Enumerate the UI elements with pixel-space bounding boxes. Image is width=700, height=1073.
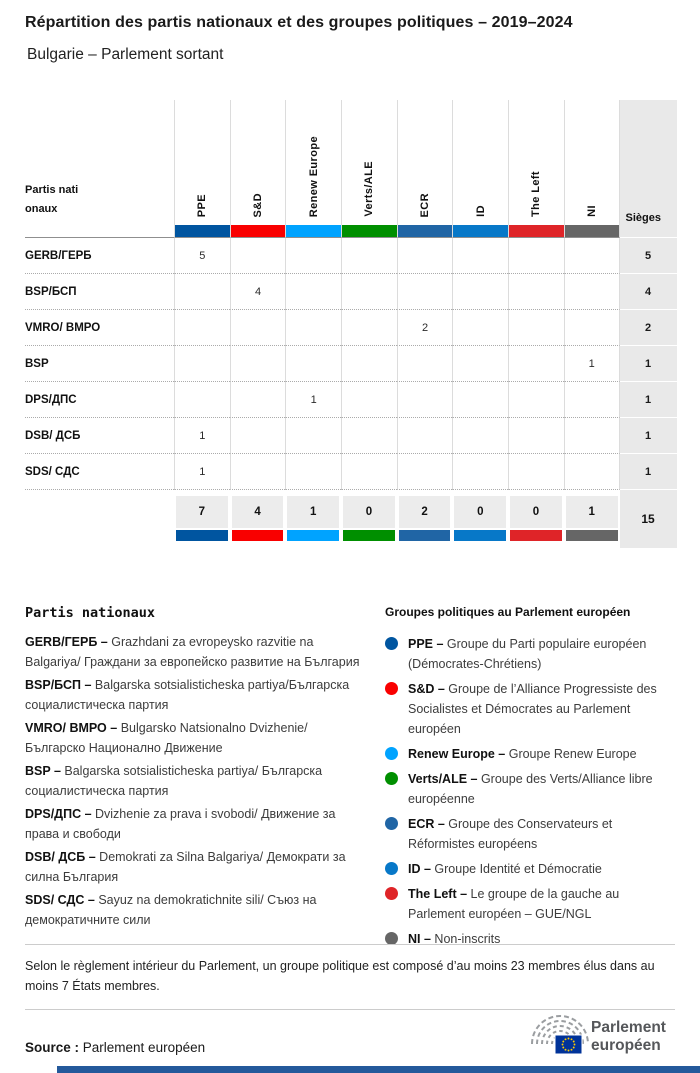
seat-cell	[508, 274, 564, 310]
seat-cell	[341, 274, 397, 310]
totals-cell	[341, 490, 397, 554]
sieges-label: Sièges	[625, 212, 661, 224]
seat-cell	[341, 382, 397, 418]
seat-cell	[230, 382, 286, 418]
party-name: SDS/ СДС	[25, 454, 174, 490]
party-name: DPS/ДПС	[25, 382, 174, 418]
source-line	[25, 1040, 205, 1055]
totals-spacer	[25, 490, 174, 548]
seat-cell	[285, 274, 341, 310]
totals-cell	[508, 490, 564, 554]
totals-color-bar	[343, 530, 395, 541]
row-seats-total: 5	[620, 238, 677, 273]
party-legend-item: DSB/ ДСБ – Demokrati za Silna Balgariya/ Демократи за силна България	[25, 850, 346, 884]
seat-cell	[341, 418, 397, 454]
group-color-dot-icon	[385, 682, 398, 695]
party-legend-item: BSP/БСП – Balgarska sotsialisticheska partiya/Българска социалистическа партия	[25, 678, 350, 712]
partis-nationaux-label: Partis nationaux	[25, 184, 79, 215]
group-color-dot-icon	[385, 817, 398, 830]
totals-color-bar	[454, 530, 506, 541]
totals-value: 4	[232, 496, 284, 528]
col-header-id	[452, 100, 508, 238]
seat-cell	[174, 310, 230, 346]
row-seats-total: 4	[620, 274, 677, 309]
seat-cell	[452, 418, 508, 454]
party-name: GERB/ГЕРБ	[25, 238, 174, 274]
source-label: Source :	[25, 1040, 80, 1055]
group-legend-text: ID – Groupe Identité et Démocratie	[408, 862, 602, 876]
party-legend-item: VMRO/ ВМРО – Bulgarsko Natsionalno Dvizhenie/ Българско Национално Движение	[25, 721, 308, 755]
page-subtitle: Bulgarie – Parlement sortant	[27, 46, 224, 63]
ep-logo-svg	[524, 1008, 676, 1062]
corner-header	[25, 100, 174, 238]
group-label-the-left: The Left	[530, 171, 543, 217]
totals-color-bar	[566, 530, 618, 541]
group-label-ni: NI	[585, 205, 598, 217]
group-legend-text: Verts/ALE – Groupe des Verts/Alliance libre européenne	[408, 772, 653, 806]
row-seats-total: 2	[620, 310, 677, 345]
seat-cell	[285, 418, 341, 454]
seat-cell: 1	[285, 382, 341, 418]
group-color-bar	[565, 225, 619, 237]
seat-cell	[285, 310, 341, 346]
totals-value: 1	[287, 496, 339, 528]
group-legend-text: NI – Non-inscrits	[408, 932, 501, 946]
seat-cell	[508, 310, 564, 346]
seat-cell	[452, 454, 508, 490]
logo-text-line1: Parlement	[591, 1019, 666, 1036]
seat-cell	[174, 274, 230, 310]
seat-cell: 4	[230, 274, 286, 310]
seat-cell	[452, 346, 508, 382]
totals-color-bar	[510, 530, 562, 541]
col-header-sieges	[620, 100, 677, 237]
seat-cell	[397, 238, 453, 274]
party-name: DSB/ ДСБ	[25, 418, 174, 454]
totals-color-bar	[399, 530, 451, 541]
seat-cell	[508, 454, 564, 490]
seat-cell	[285, 454, 341, 490]
party-legend-item: BSP – Balgarska sotsialisticheska partiya/ Българска социалистическа партия	[25, 764, 323, 798]
seat-cell	[397, 418, 453, 454]
group-legend-item	[385, 814, 678, 854]
seat-cell: 1	[564, 346, 620, 382]
group-legend-item	[385, 744, 678, 764]
totals-cell	[564, 490, 620, 554]
group-legend-text: PPE – Groupe du Parti populaire européen (Démocrates-Chrétiens)	[408, 637, 647, 671]
seat-cell	[174, 346, 230, 382]
row-seats-total: 1	[620, 382, 677, 417]
totals-cell	[397, 490, 453, 554]
group-color-bar	[509, 225, 564, 237]
grand-total-seats: 15	[620, 490, 677, 548]
seat-cell	[341, 454, 397, 490]
group-color-dot-icon	[385, 747, 398, 760]
totals-value: 2	[399, 496, 451, 528]
seat-cell: 1	[174, 454, 230, 490]
group-color-bar	[398, 225, 453, 237]
seat-cell	[452, 274, 508, 310]
party-legend-item: DPS/ДПС – Dvizhenie za prava i svobodi/ Движение за права и свободи	[25, 807, 336, 841]
group-color-bar	[175, 225, 230, 237]
seat-cell	[341, 346, 397, 382]
seat-cell	[230, 346, 286, 382]
row-seats-total: 1	[620, 346, 677, 381]
legend-groups-heading: Groupes politiques au Parlement européen	[385, 605, 631, 619]
seat-cell	[285, 238, 341, 274]
group-legend-text: Renew Europe – Groupe Renew Europe	[408, 747, 637, 761]
seat-cell	[397, 346, 453, 382]
totals-value: 7	[176, 496, 228, 528]
totals-cell	[285, 490, 341, 554]
footnote: Selon le règlement intérieur du Parlement, un groupe politique est composé d’au moins 23 membres élus dans au moins 7 États membres.	[25, 944, 675, 1010]
group-legend-text: S&D – Groupe de l’Alliance Progressiste des Socialistes et Démocrates au Parlement européen	[408, 682, 657, 736]
seat-cell	[564, 238, 620, 274]
seat-cell	[452, 382, 508, 418]
totals-cell	[174, 490, 230, 554]
col-header-verts-ale	[341, 100, 397, 238]
seat-cell	[564, 274, 620, 310]
party-legend-item: SDS/ СДС – Sayuz na demokratichnite sili/ Съюз на демократичните сили	[25, 893, 317, 927]
group-label-renew-europe: Renew Europe	[307, 135, 320, 217]
group-legend-text: The Left – Le groupe de la gauche au Parlement européen – GUE/NGL	[408, 887, 620, 921]
source-value: Parlement européen	[82, 1040, 206, 1055]
seat-cell	[508, 238, 564, 274]
row-seats-total: 1	[620, 418, 677, 453]
col-header-s-d	[230, 100, 286, 238]
page-title: Répartition des partis nationaux et des groupes politiques – 2019–2024	[25, 14, 573, 31]
group-label-id: ID	[474, 205, 487, 217]
group-legend-item	[385, 634, 678, 674]
seat-cell: 5	[174, 238, 230, 274]
seat-cell: 2	[397, 310, 453, 346]
totals-value: 0	[510, 496, 562, 528]
footer-bar	[57, 1066, 700, 1073]
party-name: BSP/БСП	[25, 274, 174, 310]
group-legend-item	[385, 679, 678, 739]
totals-value: 0	[343, 496, 395, 528]
group-color-bar	[286, 225, 341, 237]
seat-cell	[397, 382, 453, 418]
seat-cell	[452, 238, 508, 274]
seat-cell	[508, 346, 564, 382]
col-header-ni	[564, 100, 620, 238]
col-header-the-left	[508, 100, 564, 238]
seat-cell	[508, 418, 564, 454]
seat-cell	[564, 310, 620, 346]
seat-cell	[341, 238, 397, 274]
ep-logo	[524, 1008, 676, 1067]
group-color-bar	[342, 225, 397, 237]
seat-cell	[285, 346, 341, 382]
group-color-bar	[231, 225, 286, 237]
col-header-ecr	[397, 100, 453, 238]
seat-cell	[508, 382, 564, 418]
seat-cell	[564, 418, 620, 454]
legend-groups-items	[385, 634, 678, 949]
seat-cell	[452, 310, 508, 346]
seat-cell	[564, 454, 620, 490]
legend-parties-heading: Partis nationaux	[25, 605, 156, 621]
seat-cell	[564, 382, 620, 418]
seat-cell	[174, 382, 230, 418]
totals-color-bar	[176, 530, 228, 541]
group-color-dot-icon	[385, 772, 398, 785]
seat-cell	[341, 310, 397, 346]
seat-cell	[230, 238, 286, 274]
seat-cell	[397, 274, 453, 310]
group-legend-item	[385, 884, 678, 924]
group-legend-item	[385, 859, 678, 879]
group-color-dot-icon	[385, 862, 398, 875]
col-header-renew-europe	[285, 100, 341, 238]
legend-parties-items	[25, 632, 365, 930]
totals-value: 1	[566, 496, 618, 528]
group-label-ecr: ECR	[419, 192, 432, 217]
group-label-verts-ale: Verts/ALE	[363, 161, 376, 217]
party-legend-item: GERB/ГЕРБ – Grazhdani za evropeysko razvitie na Balgariya/ Граждани за европейско развитие на България	[25, 635, 360, 669]
totals-color-bar	[232, 530, 284, 541]
seat-cell	[397, 454, 453, 490]
legend-political-groups	[385, 605, 678, 954]
totals-cell	[230, 490, 286, 554]
party-name: VMRO/ ВМРО	[25, 310, 174, 346]
group-label-s-d: S&D	[252, 192, 265, 217]
group-legend-text: ECR – Groupe des Conservateurs et Réformistes européens	[408, 817, 613, 851]
seat-cell	[230, 418, 286, 454]
totals-value: 0	[454, 496, 506, 528]
group-color-dot-icon	[385, 887, 398, 900]
col-header-ppe	[174, 100, 230, 238]
seat-cell	[230, 310, 286, 346]
party-name: BSP	[25, 346, 174, 382]
row-seats-total: 1	[620, 454, 677, 489]
group-label-ppe: PPE	[196, 193, 209, 217]
legend-national-parties	[25, 605, 365, 933]
seat-cell: 1	[174, 418, 230, 454]
group-color-dot-icon	[385, 637, 398, 650]
group-legend-item	[385, 769, 678, 809]
logo-text-line2: européen	[591, 1037, 661, 1054]
totals-color-bar	[287, 530, 339, 541]
totals-cell	[452, 490, 508, 554]
group-color-bar	[453, 225, 508, 237]
seats-table	[25, 100, 678, 554]
seat-cell	[230, 454, 286, 490]
